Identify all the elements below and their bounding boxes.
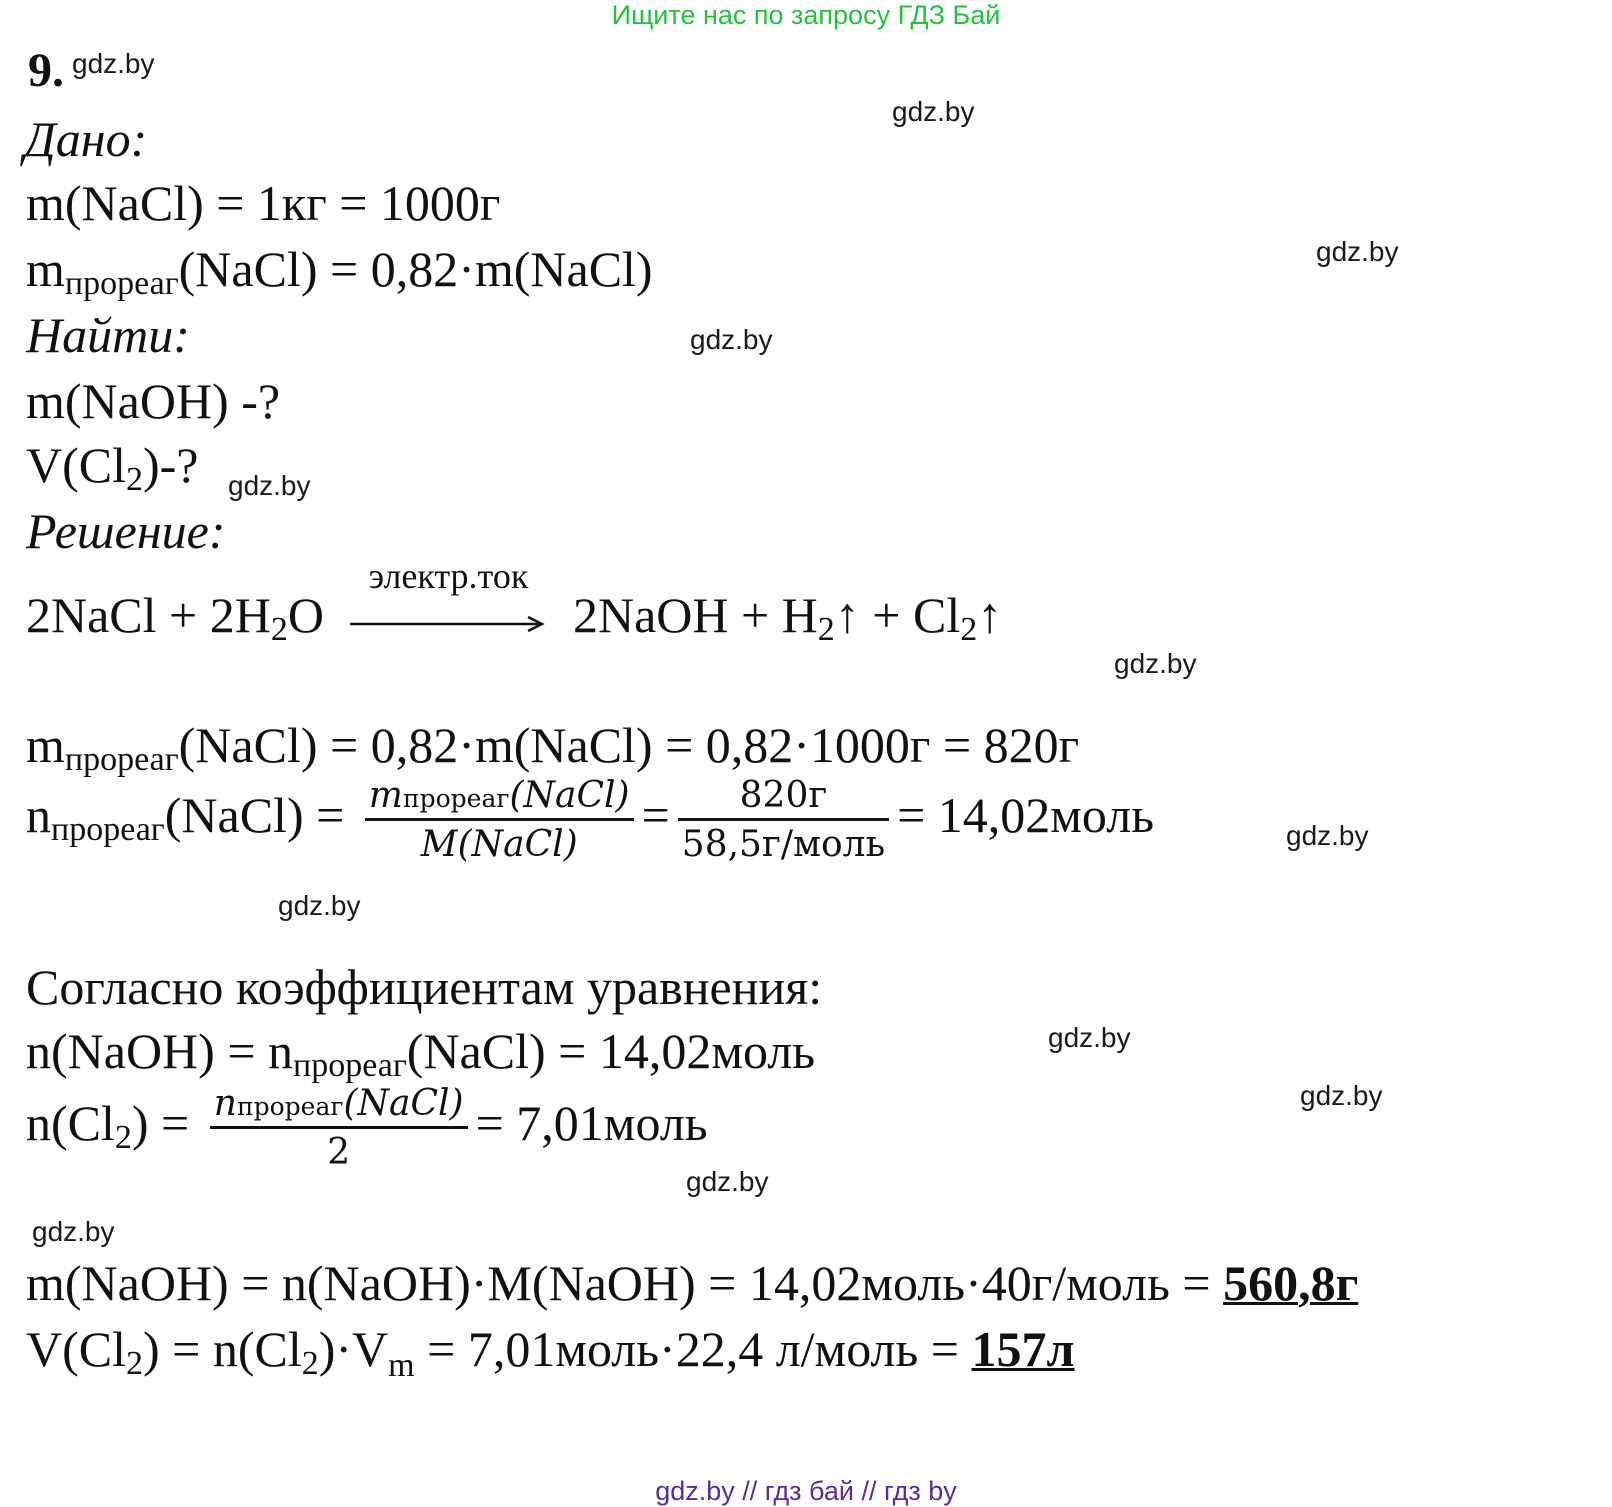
arrow-right-icon <box>348 614 548 634</box>
cl2-moles-calc: n(Cl2) = $\frac{\text{nпрореаг(NaCl)}}{2}$ = 7,01моль <box>26 1083 708 1173</box>
cl2-volume-calc: $V(Cl2) = n(Cl2)\cdot V_m$ = 7,01моль·22,4 л/моль = 157л <box>26 1321 1075 1384</box>
reacted-mass-calc: mпрореаг(NaCl) = 0,82·m(NaCl) = 0,82·1000г = 820г <box>26 717 1080 778</box>
fraction-moles-over-two: $\frac{\text{nпрореаг(NaCl)}}{2}$ <box>210 1086 468 1171</box>
given-heading: Дано: <box>24 111 148 167</box>
reaction-equation: 2NaCl + 2H2O электр.ток 2NaOH + H2↑ + Cl2↑ <box>26 555 1003 648</box>
watermark: gdz.by <box>72 48 155 79</box>
watermark: gdz.by <box>892 96 975 127</box>
watermark: gdz.by <box>32 1216 115 1247</box>
watermark: gdz.by <box>1114 648 1197 679</box>
reaction-arrow <box>348 555 548 646</box>
watermark: gdz.by <box>1286 820 1369 851</box>
reacted-moles-calc: nпрореаг(NaCl) = $\frac{\text{mпрореаг(NaCl)}}{\text{M(NaCl)}}$ = $\frac{820г}{\text{58,5г/моль}}$ = 14,02моль <box>26 775 1155 865</box>
answer-cl2-volume: 157л <box>971 1321 1075 1377</box>
naoh-moles-calc: n(NaOH) = nпрореаг(NaCl) = 14,02моль <box>26 1023 816 1084</box>
footer-links[interactable]: gdz.by // гдз бай // гдз by <box>655 1476 957 1506</box>
watermark: gdz.by <box>1316 236 1399 267</box>
top-banner[interactable]: Ищите нас по запросу ГДЗ Бай <box>611 0 1001 30</box>
find-mass-naoh: m(NaOH) -? <box>26 373 281 429</box>
watermark: gdz.by <box>690 324 773 355</box>
given-reacted-mass: mпрореаг(NaCl) = 0,82·m(NaCl) <box>26 241 653 302</box>
watermark: gdz.by <box>1300 1080 1383 1111</box>
fraction-mass-over-molar: $\frac{\text{mпрореаг(NaCl)}}{\text{M(NaCl)}}$ <box>365 778 634 863</box>
find-volume-cl2: V(Cl2)-? <box>26 437 199 498</box>
arrow-label: электр.ток <box>368 555 529 596</box>
solution-heading: Решение: <box>26 503 226 559</box>
fraction-values: $\frac{820г}{\text{58,5г/моль}}$ <box>678 778 889 863</box>
watermark: gdz.by <box>278 890 361 921</box>
coefficient-note: Согласно коэффициентам уравнения: <box>26 959 823 1015</box>
watermark: gdz.by <box>686 1166 769 1197</box>
answer-naoh-mass: 560,8г <box>1223 1255 1359 1311</box>
naoh-mass-calc: m(NaOH) = n(NaOH)·M(NaOH) = 14,02моль·40г/моль = 560,8г <box>26 1255 1359 1311</box>
problem-number: 9. <box>28 44 64 97</box>
find-heading: Найти: <box>26 307 190 363</box>
watermark: gdz.by <box>228 470 311 501</box>
given-mass-nacl: m(NaCl) = 1кг = 1000г <box>26 175 501 231</box>
watermark: gdz.by <box>1048 1022 1131 1053</box>
